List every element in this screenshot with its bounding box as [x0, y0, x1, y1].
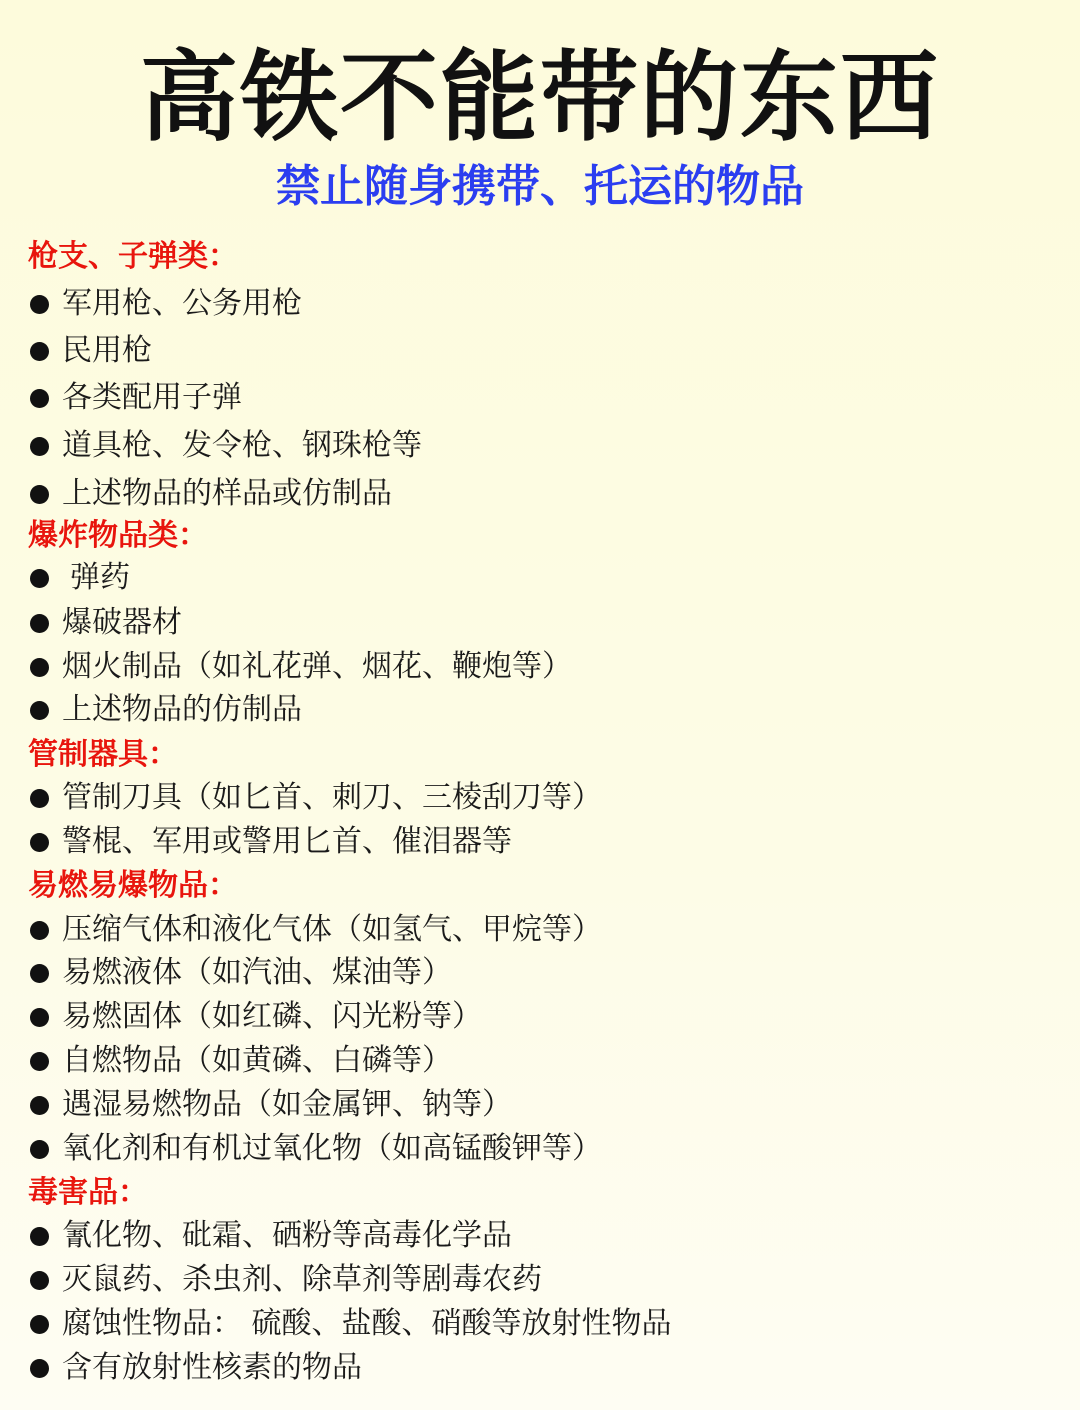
list-item — [28, 426, 422, 466]
section-heading-toxic: 毒害品： — [28, 1175, 148, 1210]
bullet-icon — [30, 833, 49, 852]
bullet-icon — [30, 701, 49, 720]
bullet-icon — [30, 342, 49, 361]
bullet-icon — [30, 964, 49, 983]
list-item-text: 军用枪、公务用枪 — [62, 286, 302, 321]
bullet-icon — [30, 485, 49, 504]
bullet-icon — [30, 437, 49, 456]
list-item-text: 含有放射性核素的物品 — [62, 1350, 362, 1385]
bullet-icon — [30, 1052, 49, 1071]
section-heading-controlled-tools: 管制器具： — [28, 737, 178, 772]
list-item — [28, 1348, 362, 1388]
list-item — [28, 284, 302, 324]
list-item-text: 氰化物、砒霜、硒粉等高毒化学品 — [62, 1218, 512, 1253]
list-item-text: 氧化剂和有机过氧化物（如高锰酸钾等） — [62, 1131, 602, 1166]
bullet-icon — [30, 1140, 49, 1159]
list-item-text: 腐蚀性物品： 硫酸、盐酸、硝酸等放射性物品 — [62, 1306, 672, 1341]
bullet-icon — [30, 389, 49, 408]
list-item — [28, 331, 152, 371]
list-item — [28, 647, 572, 687]
list-item — [28, 603, 182, 643]
list-item-text: 易燃液体（如汽油、煤油等） — [62, 955, 452, 990]
list-item — [28, 953, 452, 993]
list-item-text: 上述物品的仿制品 — [62, 692, 302, 727]
list-item — [28, 378, 242, 418]
list-item — [28, 1041, 452, 1081]
list-item — [28, 822, 512, 862]
list-item-text: 压缩气体和液化气体（如氢气、甲烷等） — [62, 912, 602, 947]
bullet-icon — [30, 569, 49, 588]
section-heading-flammables: 易燃易爆物品： — [28, 868, 238, 903]
list-item-text: 遇湿易燃物品（如金属钾、钠等） — [62, 1087, 512, 1122]
list-item-text: 烟火制品（如礼花弹、烟花、鞭炮等） — [62, 649, 572, 684]
list-item-text: 自燃物品（如黄磷、白磷等） — [62, 1043, 452, 1078]
list-item-text: 道具枪、发令枪、钢珠枪等 — [62, 428, 422, 463]
list-item-text: 弹药 — [70, 560, 130, 595]
list-item — [28, 997, 482, 1037]
page-title: 高铁不能带的东西 — [139, 41, 940, 155]
list-item-text: 警棍、军用或警用匕首、催泪器等 — [62, 824, 512, 859]
bullet-icon — [30, 295, 49, 314]
section-heading-explosives: 爆炸物品类： — [28, 518, 208, 553]
bullet-icon — [30, 1359, 49, 1378]
list-item — [28, 1129, 602, 1169]
bullet-icon — [30, 1271, 49, 1290]
list-item — [28, 690, 302, 730]
list-item-text: 爆破器材 — [62, 605, 182, 640]
list-item — [28, 1085, 512, 1125]
list-item-text: 民用枪 — [62, 333, 152, 368]
list-item-text: 管制刀具（如匕首、刺刀、三棱刮刀等） — [62, 780, 602, 815]
list-item — [28, 1216, 512, 1256]
page-subtitle: 禁止随身携带、托运的物品 — [276, 161, 804, 212]
bullet-icon — [30, 658, 49, 677]
bullet-icon — [30, 1227, 49, 1246]
bullet-icon — [30, 614, 49, 633]
bullet-icon — [30, 789, 49, 808]
list-item-text: 灭鼠药、杀虫剂、除草剂等剧毒农药 — [62, 1262, 542, 1297]
list-item — [28, 778, 602, 818]
list-item-text: 上述物品的样品或仿制品 — [62, 476, 392, 511]
list-item-text: 各类配用子弹 — [62, 380, 242, 415]
list-item — [28, 1304, 672, 1344]
bullet-icon — [30, 921, 49, 940]
list-item — [28, 474, 392, 514]
bullet-icon — [30, 1008, 49, 1027]
list-item — [28, 1260, 542, 1300]
list-item-text: 易燃固体（如红磷、闪光粉等） — [62, 999, 482, 1034]
bullet-icon — [30, 1096, 49, 1115]
list-item — [28, 910, 602, 950]
list-item — [28, 558, 130, 598]
section-heading-guns: 枪支、子弹类： — [28, 239, 238, 274]
bullet-icon — [30, 1315, 49, 1334]
